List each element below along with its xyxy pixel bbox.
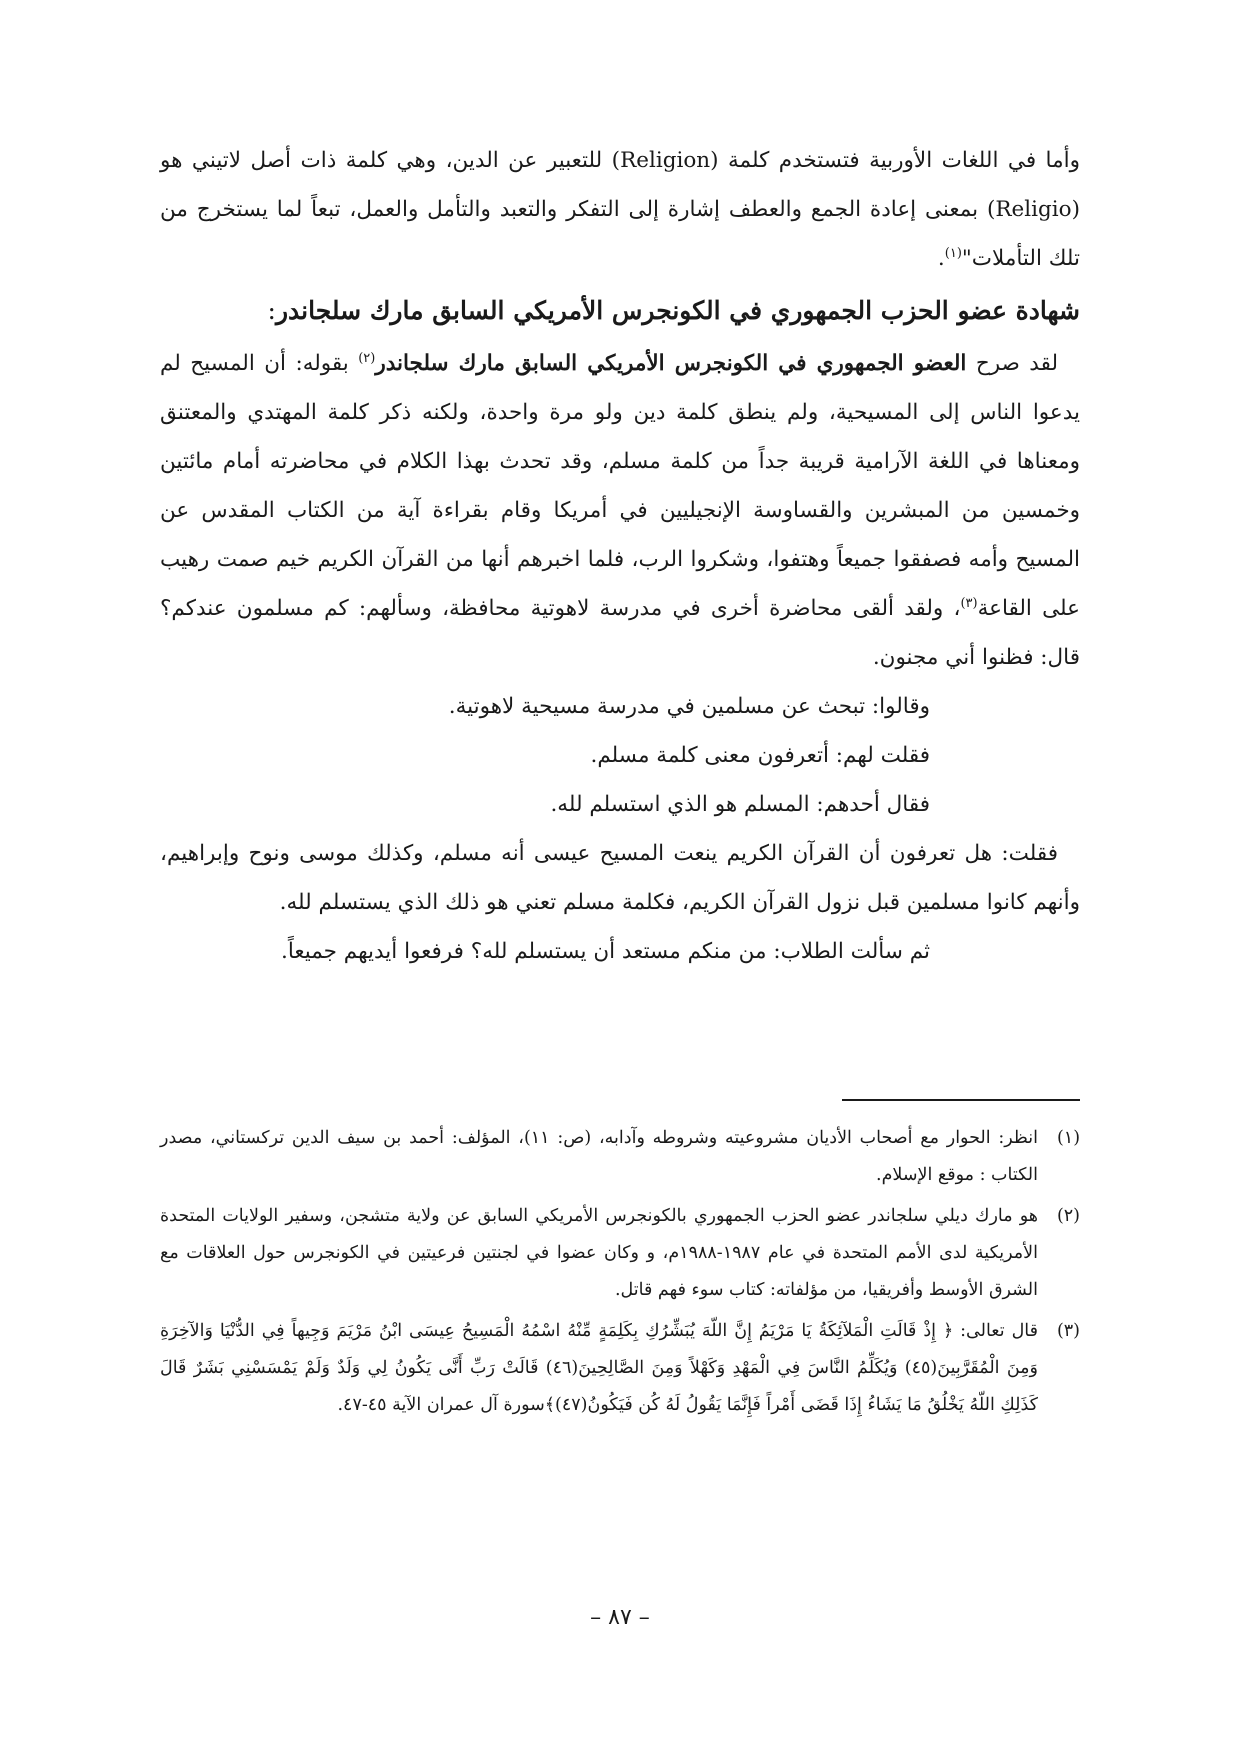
- footnote-3: [160, 1313, 1080, 1424]
- footnote-number: (١): [1056, 1128, 1081, 1148]
- footnotes: [160, 1120, 1080, 1428]
- main-text: [160, 136, 1080, 976]
- paragraph-4: ثم سألت الطلاب: من منكم مستعد أن يستسلم لله؟ فرفعوا أيديهم جميعاً.: [281, 939, 930, 964]
- footnote-text: انظر: الحوار مع أصحاب الأديان مشروعيته وشروطه وآدابه، (ص: ١١)، المؤلف: أحمد بن سيف الدين تركستاني، مصدر الكتاب : موقع الإسلام.: [160, 1128, 1039, 1185]
- footnote-number: (٢): [1056, 1206, 1080, 1226]
- footnote-text: قال تعالى: ﴿ إِذْ قَالَتِ الْمَلآئِكَةُ يَا مَرْيَمُ إِنَّ اللّهَ يُبَشِّرُكِ بِكَلِمَةٍ مِّنْهُ اسْمُهُ الْمَسِيحُ عِيسَى ابْنُ مَرْيَمَ وَجِيهاً فِي الدُّنْيَا وَالآخِرَةِ وَمِنَ الْمُقَرَّبِينَ(٤٥) وَيُكَلِّمُ النَّاسَ فِي الْمَهْدِ وَكَهْلاً وَمِنَ الصَّالِحِينَ(٤٦) قَالَتْ رَبِّ أَنَّى يَكُونُ لِي وَلَدٌ وَلَمْ يَمْسَسْنِي بَشَرٌ قَالَ كَذَلِكِ اللّهُ يَخْلُقُ مَا يَشَاءُ إِذَا قَضَى أَمْراً فَإِنَّمَا يَقُولُ لَهُ كُن فَيَكُونُ(٤٧)﴾سورة آل عمران الآية ٤٥-٤٧.: [160, 1321, 1038, 1415]
- dialogue-line-3: فقال أحدهم: المسلم هو الذي استسلم لله.: [550, 792, 930, 817]
- dialogue-line-2: فقلت لهم: أتعرفون معنى كلمة مسلم.: [590, 743, 930, 768]
- footnote-separator: [842, 1099, 1080, 1101]
- bold-name: العضو الجمهوري في الكونجرس الأمريكي السابق مارك سلجاندر: [375, 351, 967, 376]
- paragraph-3: فقلت: هل تعرفون أن القرآن الكريم ينعت المسيح عيسى أنه مسلم، وكذلك موسى ونوح وإبراهيم، وأنهم كانوا مسلمين قبل نزول القرآن الكريم، فكلمة مسلم تعني هو ذلك الذي يستسلم لله.: [160, 841, 1080, 915]
- paragraph-1: وأما في اللغات الأوربية فتستخدم كلمة (Religion) للتعبير عن الدين، وهي كلمة ذات أصل لاتيني هو (Religio) بمعنى إعادة الجمع والعطف إشارة إلى التفكر والتعبد والتأمل والعمل، تبعاً لما يستخرج من تلك التأملات"$^{(١)}$.: [160, 148, 1080, 271]
- footnote-number: (٣): [1056, 1321, 1080, 1341]
- footnote-1: [160, 1120, 1080, 1194]
- footnote-ref-1[interactable]: (١): [944, 245, 962, 261]
- footnote-ref-2[interactable]: (٢): [358, 350, 376, 366]
- footnote-2: [160, 1198, 1080, 1309]
- footnote-text: هو مارك ديلي سلجاندر عضو الحزب الجمهوري بالكونجرس الأمريكي السابق عن ولاية متشجن، وسفير الولايات المتحدة الأمريكية لدى الأمم المتحدة في عام ١٩٨٧-١٩٨٨م، و وكان عضوا في لجنتين فرعيتين في الكونجرس حول العلاقات مع الشرق الأوسط وأفريقيا، من مؤلفاته: كتاب سوء فهم قاتل.: [160, 1206, 1038, 1300]
- footnote-ref-3[interactable]: (٣): [960, 595, 978, 611]
- section-heading: شهادة عضو الحزب الجمهوري في الكونجرس الأمريكي السابق مارك سلجاندر:: [267, 296, 1080, 325]
- paragraph-2: لقد صرح العضو الجمهوري في الكونجرس الأمريكي السابق مارك سلجاندر$^{(٢)}$ بقوله: أن المسيح لم يدعوا الناس إلى المسيحية، ولم ينطق كلمة دين ولو مرة واحدة، ولكنه ذكر كلمة المهتدي والمعتنق ومعناها في اللغة الآرامية قريبة جداً من كلمة مسلم، وقد تحدث بهذا الكلام في محاضرته أمام مائتين وخمسين من المبشرين والقساوسة الإنجيليين في أمريكا وقام بقراءة آية من الكتاب المقدس عن المسيح وأمه فصفقوا جميعاً وهتفوا، وشكروا الرب، فلما اخبرهم أنها من القرآن الكريم خيم صمت رهيب على القاعة$^{(٣)}$، ولقد ألقى محاضرة أخرى في مدرسة لاهوتية محافظة، وسألهم: كم مسلمون عندكم؟ قال: فظنوا أني مجنون.: [160, 350, 1080, 670]
- page-number: – ٨٧ –: [590, 1605, 650, 1630]
- dialogue-line-1: وقالوا: تبحث عن مسلمين في مدرسة مسيحية لاهوتية.: [448, 694, 930, 719]
